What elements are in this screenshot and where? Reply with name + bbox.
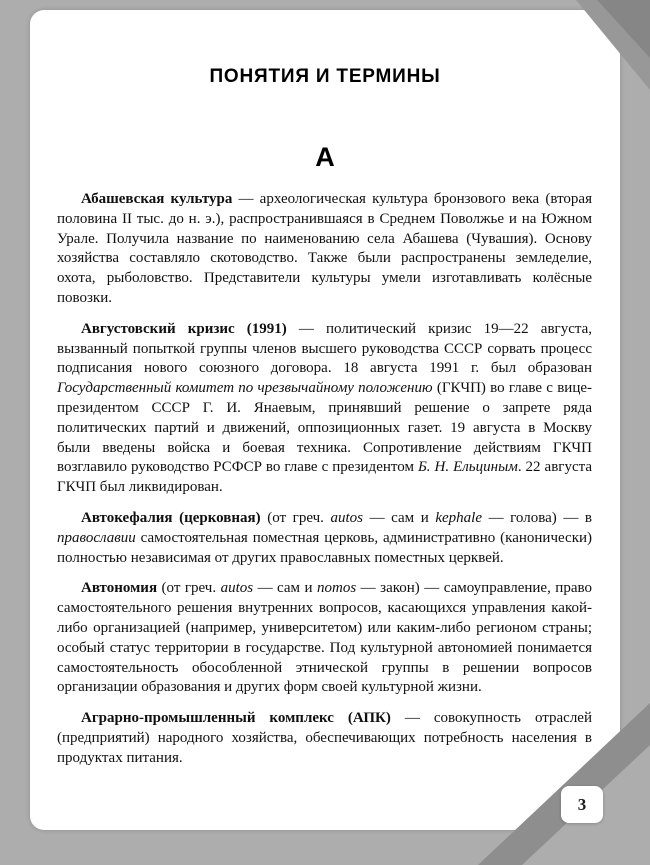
text-run: (от греч. — [260, 509, 331, 526]
glossary-entry — [57, 320, 592, 498]
text-run: autos — [330, 509, 364, 526]
glossary-entry — [57, 190, 592, 309]
text-run: . 22 августа ГКЧП был ликвидирован. — [57, 459, 592, 496]
text-run: — голова) — в — [482, 509, 592, 526]
glossary-entry — [57, 509, 592, 568]
entry-term: Автокефалия (церковная) — [81, 509, 261, 526]
text-run: самостоятельная поместная церковь, административно (канонически) полностью независимая от других православных поместных церквей. — [57, 529, 592, 566]
entry-term: Абашевская культура — [81, 191, 233, 207]
text-run: — совокупность отраслей (предприятий) народного хозяйства, обеспечивающих потребность населения в продуктах питания. — [57, 710, 592, 766]
text-run: Государственный комитет по чрезвычайному положению — [57, 380, 433, 397]
text-run: (от греч. — [157, 580, 221, 597]
glossary-entry — [57, 709, 592, 768]
page-title: ПОНЯТИЯ И ТЕРМИНЫ — [209, 66, 441, 87]
entries — [57, 190, 592, 769]
text-run: (ГКЧП) во главе с вице-президентом СССР Г. И. Янаевым, принявший решение о запрете ряда политических партий и движений, оппозиционных газет. 19 августа в Москву были введены войска и боевая техника. Сопротивление действиям ГКЧП возглавило руководство РСФСР во главе с президентом — [57, 380, 592, 476]
glossary-entry — [57, 579, 592, 698]
text-run: — археологическая культура бронзового века (вторая половина II тыс. до н. э.), распространившаяся в Среднем Поволжье и на Южном Урале. Получила название по наименованию села Абашева (Чувашия). Основу хозяйства составляло скотоводство. Также были распространены земледелие, охота, рыболовство. Представители культуры умели изготавливать колёсные повозки. — [57, 191, 592, 306]
page-number-tab — [561, 786, 603, 823]
text-run: nomos — [317, 580, 357, 597]
section-letter: А — [315, 142, 335, 172]
text-run: autos — [220, 580, 254, 597]
entry-term: Августовский кризис (1991) — [81, 320, 287, 337]
entry-term: Аграрно-промышленный комплекс (АПК) — [81, 710, 391, 727]
text-run: — политический кризис 19—22 августа, вызванный попыткой группы членов высшего руководства СССР сорвать процесс подписания нового союзного договора. 18 августа 1991 г. был образован — [57, 320, 592, 377]
entry-term: Автономия — [81, 580, 158, 597]
text-run: Б. Н. Ельциным — [417, 459, 518, 476]
text-run: kephale — [435, 509, 482, 526]
book-page — [30, 10, 620, 830]
text-run: — сам и — [253, 580, 318, 597]
text-run: — сам и — [363, 509, 436, 526]
page-number: 3 — [577, 794, 587, 814]
text-run: — закон) — самоуправление, право самостоятельного решения внутренних вопросов, касающихся управления какой-либо организацией (например, университетом) или каким-либо регионом страны; особый статус территории в государстве. Под культурной автономией понимается самостоятельность обособленной этнической группы в решении вопросов организации образования и других форм своей культурной жизни. — [57, 580, 592, 696]
text-run: православии — [57, 529, 136, 546]
